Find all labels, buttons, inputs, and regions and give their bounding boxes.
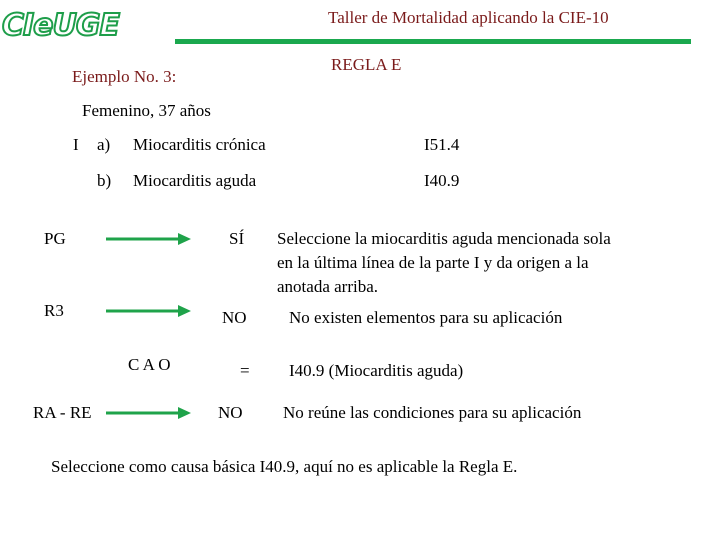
- line-letter: b): [97, 171, 112, 190]
- answer-r3: NO: [222, 308, 247, 327]
- cause-code: I40.9: [424, 171, 460, 190]
- answer-pg: SÍ: [229, 229, 245, 248]
- answer-ra-re: NO: [218, 403, 243, 422]
- arrow-right-icon: [106, 227, 192, 251]
- explanation-ra-re: No reúne las condiciones para su aplicación: [283, 403, 582, 422]
- cause-text: Miocarditis aguda: [133, 171, 257, 190]
- cause-code: I51.4: [424, 135, 460, 154]
- rule-label-r3: R3: [44, 301, 64, 320]
- arrow-right-icon: [106, 299, 192, 323]
- patient-info: Femenino, 37 años: [82, 101, 211, 120]
- rule-label-ra-re: RA - RE: [33, 403, 92, 422]
- line-letter: a): [97, 135, 111, 154]
- explanation-pg-line2: en la última línea de la parte I y da origen a la: [277, 253, 589, 272]
- cieuge-logo: [2, 2, 120, 50]
- explanation-pg-line3: anotada arriba.: [277, 277, 378, 296]
- logo-text: CIeUGE: [2, 8, 120, 43]
- explanation-r3: No existen elementos para su aplicación: [289, 308, 563, 327]
- rule-label-cao: C A O: [128, 355, 171, 374]
- part-label: I: [73, 135, 79, 154]
- title-underline: [175, 39, 691, 44]
- cause-text: Miocarditis crónica: [133, 135, 266, 154]
- arrow-right-icon: [106, 401, 192, 425]
- explanation-cao: I40.9 (Miocarditis aguda): [289, 361, 464, 380]
- conclusion: Seleccione como causa básica I40.9, aquí no es aplicable la Regla E.: [51, 457, 518, 476]
- answer-cao: =: [240, 361, 250, 380]
- example-label: Ejemplo No. 3:: [72, 67, 177, 86]
- rule-heading: REGLA E: [331, 55, 402, 74]
- explanation-pg-line1: Seleccione la miocarditis aguda mencionada sola: [277, 229, 611, 248]
- rule-label-pg: PG: [44, 229, 66, 248]
- slide-title: Taller de Mortalidad aplicando la CIE-10: [328, 8, 609, 27]
